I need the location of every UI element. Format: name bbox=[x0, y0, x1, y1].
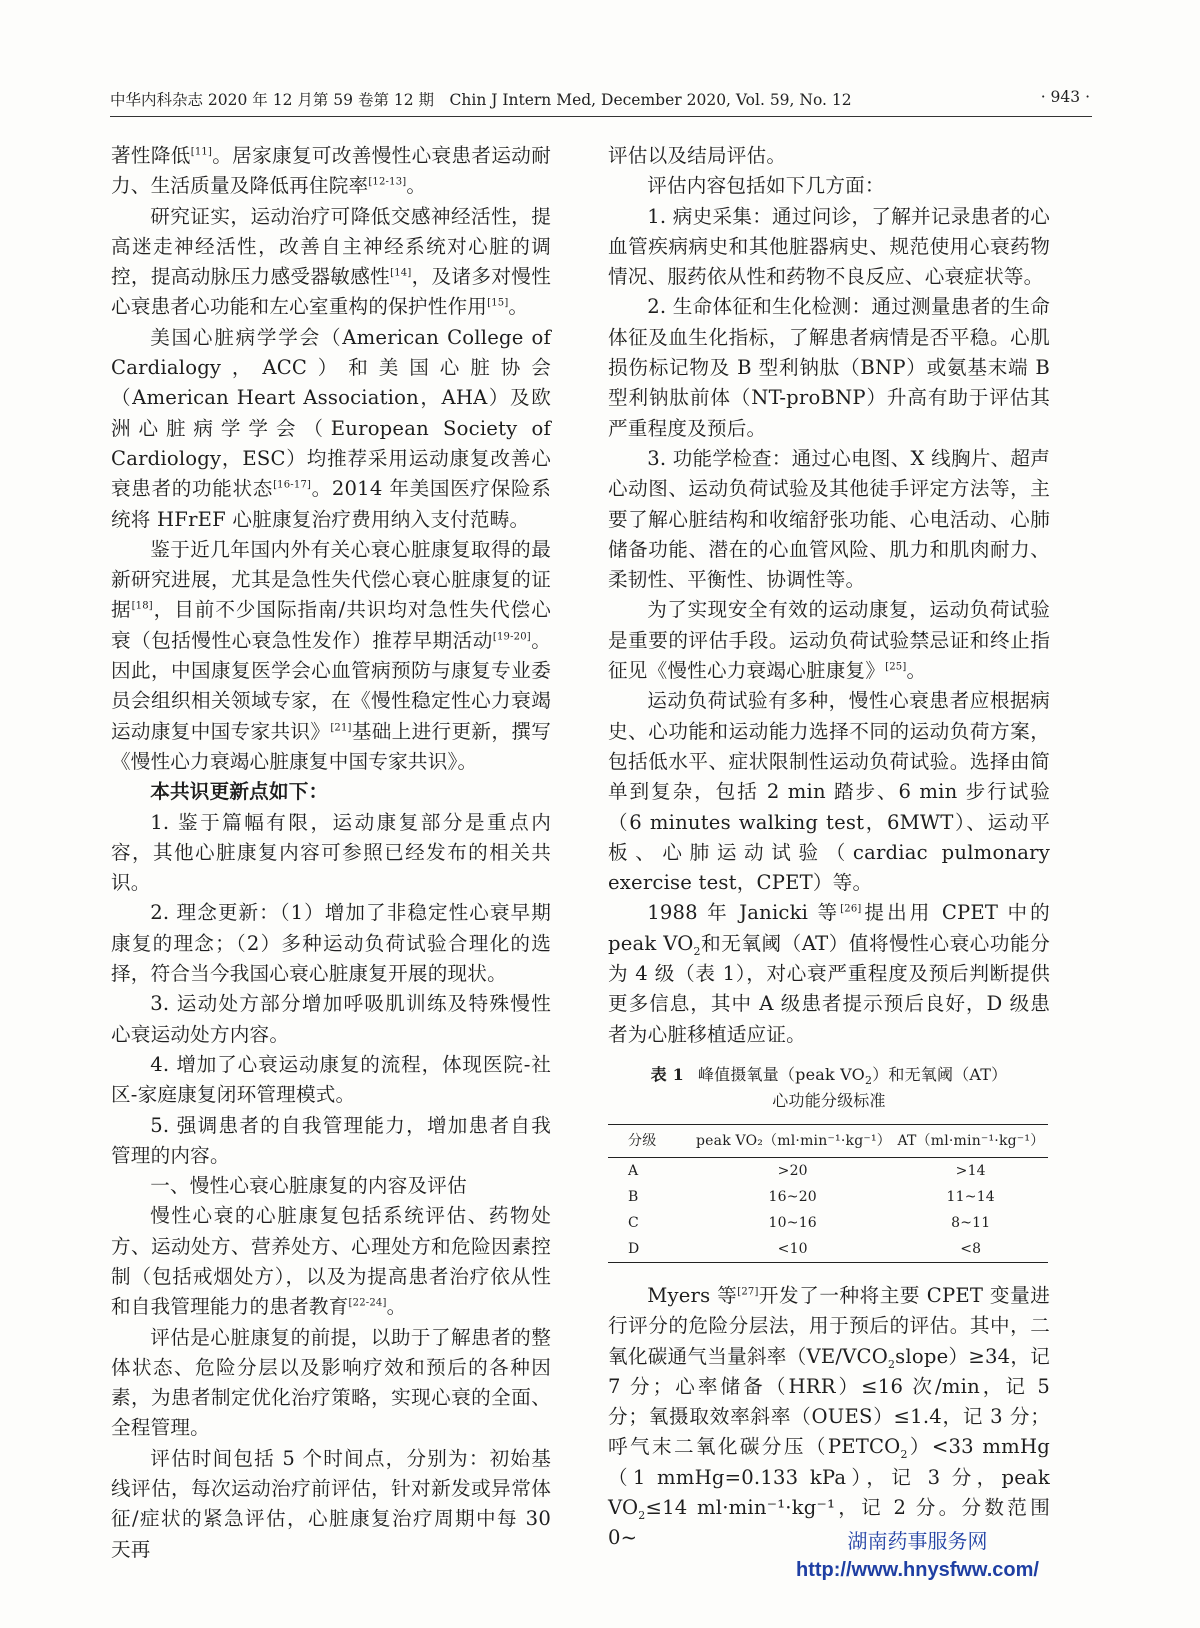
watermark bbox=[796, 1528, 1039, 1584]
running-header bbox=[110, 88, 1090, 110]
citation[interactable]: [15] bbox=[487, 297, 509, 309]
list-item: 2. 生命体征和生化检测：通过测量患者的生命体征及血生化指标，了解患者病情是否平稳。心肌损伤标记物及 B 型利钠肽（BNP）或氨基末端 B 型利钠肽前体（NT-proBNP）升高有助于评估其严重程度及预后。 bbox=[608, 295, 1050, 440]
citation[interactable]: [22-24] bbox=[348, 1297, 387, 1309]
watermark-url[interactable]: http://www.hnysfww.com/ bbox=[796, 1559, 1039, 1581]
table-header-row bbox=[608, 1124, 1048, 1157]
page-number: · 943 · bbox=[1040, 88, 1090, 106]
paragraph: 鉴于近几年国内外有关心衰心脏康复取得的最新研究进展，尤其是急性失代偿心衰心脏康复的证据[18]，目前不少国际指南/共识均对急性失代偿心衰（包括慢性心衰急性发作）推荐早期活动[19-20]。因此，中国康复医学会心血管病预防与康复专业委员会组织相关领域专家，在《慢性稳定性心力衰竭运动康复中国专家共识》[21]基础上进行更新，撰写《慢性心力衰竭心脏康复中国专家共识》。 bbox=[111, 537, 552, 773]
table-cell: <8 bbox=[893, 1236, 1048, 1263]
list-item: 3. 运动处方部分增加呼吸肌训练及特殊慢性心衰运动处方内容。 bbox=[111, 992, 551, 1046]
citation[interactable]: [12-13] bbox=[368, 176, 407, 188]
paragraph: 慢性心衰的心脏康复包括系统评估、药物处方、运动处方、营养处方、心理处方和危险因素控制（包括戒烟处方），以及为提高患者治疗依从性和自我管理能力的患者教育[22-24]。 bbox=[111, 1204, 551, 1319]
table-cell: 8~11 bbox=[951, 1214, 991, 1231]
list-item: 1. 鉴于篇幅有限，运动康复部分是重点内容，其他心脏康复内容可参照已经发布的相关共识。 bbox=[111, 810, 551, 895]
list-item: 5. 强调患者的自我管理能力，增加患者自我管理的内容。 bbox=[111, 1113, 551, 1167]
table-cell: <10 bbox=[692, 1236, 893, 1263]
citation[interactable]: [25] bbox=[885, 661, 907, 673]
paragraph: 评估时间包括 5 个时间点，分别为：初始基线评估，每次运动治疗前评估，针对新发或异常体征/症状的紧急评估，心脏康复治疗周期中每 30 天再 bbox=[111, 1446, 551, 1561]
paragraph: 评估以及结局评估。 bbox=[608, 144, 787, 167]
paragraph: 评估内容包括如下几方面： bbox=[647, 174, 885, 198]
citation[interactable]: [14] bbox=[390, 267, 412, 279]
table-cell: D bbox=[608, 1236, 692, 1263]
citation[interactable]: [19-20] bbox=[492, 631, 531, 643]
section-subheading: 本共识更新点如下： bbox=[150, 780, 329, 804]
paragraph: 著性降低[11]。居家康复可改善慢性心衰患者运动耐力、生活质量及降低再住院率[12-13]。 bbox=[111, 144, 551, 198]
paragraph: 美国心脏病学学会（American College of Cardialogy，ACC）和美国心脏协会（American Heart Association，AHA）及欧洲心脏病学学会（European Society of Cardiology，ESC）均推荐采用运动康复改善心衰患者的功能状态[16-17]。2014 年美国医疗保险系统将 HFrEF 心脏康复治疗费用纳入支付范畴。 bbox=[111, 325, 551, 531]
citation[interactable]: [21] bbox=[330, 722, 352, 734]
table-cell: 16~20 bbox=[768, 1188, 817, 1205]
paragraph: 研究证实，运动治疗可降低交感神经活性，提高迷走神经活性，改善自主神经系统对心脏的调控，提高动脉压力感受器敏感性[14]，及诸多对慢性心衰患者心功能和左心室重构的保护性作用[15]。 bbox=[111, 204, 551, 319]
list-item: 1. 病史采集：通过问诊，了解并记录患者的心血管疾病病史和其他脏器病史、规范使用心衰药物情况、服药依从性和药物不良反应、心衰症状等。 bbox=[608, 204, 1050, 289]
citation[interactable]: [16-17] bbox=[273, 479, 312, 491]
paragraph: 评估是心脏康复的前提，以助于了解患者的整体状态、危险分层以及影响疗效和预后的各种因素，为患者制定优化治疗策略，实现心衰的全面、全程管理。 bbox=[111, 1325, 551, 1440]
table-cell: >14 bbox=[955, 1162, 986, 1179]
table-row bbox=[608, 1184, 1048, 1210]
table-row bbox=[608, 1236, 1048, 1263]
table-cell: C bbox=[628, 1214, 639, 1231]
table-row bbox=[608, 1210, 1048, 1236]
list-item: 2. 理念更新：（1）增加了非稳定性心衰早期康复的理念；（2）多种运动负荷试验合理化的选择，符合当今我国心衰心脏康复开展的现状。 bbox=[111, 901, 551, 986]
right-column bbox=[608, 141, 1050, 1554]
citation[interactable]: [26] bbox=[840, 903, 862, 915]
citation[interactable]: [27] bbox=[737, 1286, 759, 1298]
column-header: 分级 bbox=[608, 1124, 692, 1157]
table-cell: A bbox=[628, 1162, 639, 1179]
table-cell: B bbox=[628, 1188, 639, 1205]
column-header: AT（ml·min⁻¹·kg⁻¹） bbox=[893, 1124, 1048, 1157]
column-header: peak VO₂（ml·min⁻¹·kg⁻¹） bbox=[692, 1124, 893, 1157]
journal-citation: 中华内科杂志 2020 年 12 月第 59 卷第 12 期 Chin J Intern Med, December 2020, Vol. 59, No. 12 bbox=[110, 91, 852, 109]
paragraph: 为了实现安全有效的运动康复，运动负荷试验是重要的评估手段。运动负荷试验禁忌证和终止指征见《慢性心力衰竭心脏康复》[25]。 bbox=[608, 598, 1050, 683]
section-heading: 一、慢性心衰心脏康复的内容及评估 bbox=[150, 1174, 467, 1198]
citation[interactable]: [11] bbox=[190, 146, 213, 158]
citation[interactable]: [18] bbox=[131, 600, 153, 612]
table-cell: 10~16 bbox=[768, 1214, 817, 1231]
list-item: 4. 增加了心衰运动康复的流程，体现医院-社区-家庭康复闭环管理模式。 bbox=[111, 1052, 551, 1107]
paragraph: 1988 年 Janicki 等[26]提出用 CPET 中的 peak $VO_2$和无氧阈（AT）值将慢性心衰心功能分为 4 级（表 1），对心衰严重程度及预后判断提供更多信息，其中 A 级患者提示预后良好，D 级患者为心脏移植适应证。 bbox=[608, 901, 1050, 1046]
table-cell: >20 bbox=[777, 1162, 808, 1179]
table-cell: 11~14 bbox=[946, 1188, 995, 1205]
watermark-site-name: 湖南药事服务网 bbox=[847, 1531, 988, 1553]
list-item: 3. 功能学检查：通过心电图、X 线胸片、超声心动图、运动负荷试验及其他徒手评定方法等，主要了解心脏结构和收缩舒张功能、心电活动、心肺储备功能、潜在的心血管风险、肌力和肌肉耐力、柔韧性、平衡性、协调性等。 bbox=[608, 446, 1050, 592]
header-rule bbox=[110, 116, 1092, 117]
table-caption: 表 1 峰值摄氧量（peak $VO_2$）和无氧阈（AT） 心功能分级标准 bbox=[650, 1064, 1008, 1110]
paragraph: 运动负荷试验有多种，慢性心衰患者应根据病史、心功能和运动能力选择不同的运动负荷方案，包括低水平、症状限制性运动负荷试验。选择由简单到复杂，包括 2 min 踏步、6 min 步行试验（6 minutes walking test，6MWT）、运动平板、心肺运动试验（cardiac pulmonary exercise test，CPET）等。 bbox=[608, 689, 1050, 895]
left-column bbox=[111, 141, 551, 1565]
grading-table bbox=[608, 1124, 1048, 1263]
table-label: 表 1 bbox=[650, 1064, 684, 1084]
paragraph: Myers 等[27]开发了一种将主要 CPET 变量进行评分的危险分层法，用于预后的评估。其中，二氧化碳通气当量斜率$(VE/VCO_2slope)\ge 34$，记 7 分；心率储备（HRR）≤16 次/min，记 5 分；氧摄取效率斜率（OUES）≤1.4，记 3 分；呼气末二氧化碳分压$(PETCO_2)<33$ mmHg（1 mmHg=0.133 kPa），记 3 分，peak $VO_2\le 14$ ml·min⁻¹·kg⁻¹，记 2 分。分数范围 0~ bbox=[608, 1283, 1050, 1550]
table-row bbox=[608, 1157, 1048, 1184]
